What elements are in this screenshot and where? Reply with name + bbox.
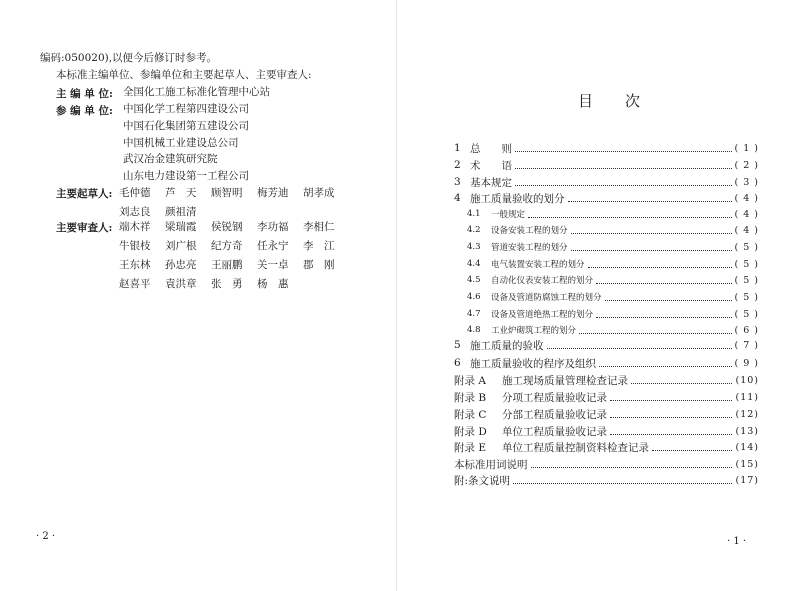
toc-entry-number: 3 [454, 176, 461, 188]
toc-entry-title: 设备及管道绝热工程的划分 [491, 310, 594, 320]
reviewers-list [119, 219, 349, 291]
toc-entry [454, 456, 759, 472]
right-page [397, 0, 793, 591]
toc-dot-leader [596, 317, 731, 318]
toc-entry [467, 222, 759, 238]
toc-entry-page: ( 3 ) [734, 176, 759, 188]
toc-dot-leader [610, 434, 732, 435]
drafter-name: 胡孝成 [303, 187, 335, 199]
toc-dot-leader [531, 467, 733, 468]
toc-entry [467, 289, 759, 305]
toc-entry-number: 1 [454, 142, 461, 154]
toc-entry-page: (13) [735, 425, 759, 437]
toc-dot-leader [571, 233, 732, 234]
toc-entry-title: 基本规定 [470, 176, 512, 189]
units-intro: 本标准主编单位、参编单位和主要起草人、主要审查人: [56, 69, 312, 81]
toc-dot-leader [610, 400, 732, 401]
toc-entry [454, 355, 759, 371]
drafters-label: 主要起草人: [56, 188, 113, 200]
reviewer-name: 李相仁 [303, 221, 335, 233]
toc-dot-leader [599, 366, 732, 367]
toc-entry-title: 电气装置安装工程的划分 [491, 260, 585, 270]
toc-entry-number: 附录 E [454, 441, 487, 454]
toc-entry-title: 设备安装工程的划分 [491, 226, 568, 236]
toc-entry-title: 本标准用词说明 [454, 458, 528, 471]
toc-entry-number: 2 [454, 159, 461, 171]
reviewer-name: 郡 刚 [303, 259, 335, 271]
toc-entry-title: 分项工程质量验收记录 [502, 391, 607, 404]
toc-dot-leader [515, 151, 732, 152]
toc-entry-title: 一般规定 [491, 210, 526, 220]
toc-entry-page: ( 5 ) [734, 274, 759, 286]
toc-entry-page: (14) [735, 441, 759, 453]
participants-label: 参 编 单 位: [56, 105, 113, 117]
reviewer-name: 李功福 [257, 221, 289, 233]
reviewer-name: 赵喜平 [119, 278, 151, 290]
reviewer-name: 王东林 [119, 259, 151, 271]
toc-entry-page: ( 7 ) [734, 339, 759, 351]
reviewer-name: 纪方奇 [211, 240, 243, 252]
toc-entry [467, 322, 759, 338]
toc-entry-page: ( 1 ) [734, 142, 759, 154]
toc-entry-number: 6 [454, 357, 461, 369]
toc-entry-page: (17) [735, 474, 759, 486]
toc-entry-page: (11) [735, 391, 759, 403]
toc-entry-number: 4.4 [467, 259, 481, 269]
toc-entry [454, 389, 759, 405]
toc-title: 目次 [578, 92, 673, 110]
reviewer-name: 刘广根 [165, 240, 197, 252]
toc-entry-number: 4.6 [467, 292, 481, 302]
toc-entry-number: 附录 D [454, 425, 487, 438]
toc-entry-page: ( 4 ) [734, 192, 759, 204]
toc-dot-leader [515, 168, 732, 169]
drafter-name: 梅芳迪 [257, 187, 289, 199]
reviewer-name: 侯锐钢 [211, 221, 243, 233]
toc-dot-leader [528, 217, 731, 218]
toc-entry-page: (12) [735, 408, 759, 420]
page-number: · 2 · [36, 531, 56, 542]
toc-entry-title: 自动化仪表安装工程的划分 [491, 276, 594, 286]
reviewer-name: 王丽鹏 [211, 259, 243, 271]
reviewer-name: 袁洪章 [165, 278, 197, 290]
toc-entry-page: ( 2 ) [734, 159, 759, 171]
toc-entry-page: ( 5 ) [734, 258, 759, 270]
toc-entry-title: 单位工程质量验收记录 [502, 425, 607, 438]
toc-entry-number: 附录 A [454, 374, 486, 387]
toc-entry-page: (10) [735, 374, 759, 386]
toc-entry-title: 设备及管道防腐蚀工程的划分 [491, 293, 602, 303]
reviewers-label: 主要审查人: [56, 222, 113, 234]
reviewer-name: 牛银枝 [119, 240, 151, 252]
toc-entry [467, 256, 759, 272]
toc-entry [454, 140, 759, 156]
reviewer-name: 端木祥 [119, 221, 151, 233]
toc-entry-title: 单位工程质量控制资料检查记录 [502, 441, 649, 454]
toc-entry [467, 306, 759, 322]
toc-dot-leader [610, 417, 732, 418]
toc-dot-leader [652, 450, 732, 451]
toc-entry [454, 372, 759, 388]
toc-entry [454, 337, 759, 353]
toc-entry-page: ( 5 ) [734, 308, 759, 320]
toc-entry [454, 174, 759, 190]
reviewer-name: 任永宁 [257, 240, 289, 252]
toc-entry-title: 施工质量的验收 [470, 339, 544, 352]
toc-dot-leader [579, 333, 731, 334]
toc-entry-title: 工业炉砌筑工程的划分 [491, 326, 577, 336]
toc-entry-page: ( 9 ) [734, 357, 759, 369]
drafter-name: 顾智明 [211, 187, 243, 199]
toc-dot-leader [596, 283, 731, 284]
toc-entry-page: ( 5 ) [734, 291, 759, 303]
drafter-name: 刘志良 [119, 206, 151, 218]
toc-entry-title: 施工现场质量管理检查记录 [502, 374, 628, 387]
drafters-list [119, 185, 349, 219]
toc-dot-leader [547, 348, 732, 349]
reviewer-name: 孙忠亮 [165, 259, 197, 271]
toc-entry [467, 239, 759, 255]
toc-entry [467, 272, 759, 288]
toc-entry [454, 439, 759, 455]
toc-dot-leader [515, 185, 732, 186]
toc-entry-page: ( 4 ) [734, 208, 759, 220]
toc-entry-number: 4.8 [467, 325, 481, 335]
chief-unit-label: 主 编 单 位: [56, 88, 113, 100]
toc-entry-number: 4.2 [467, 225, 481, 235]
toc-entry-number: 附录 C [454, 408, 487, 421]
drafter-name: 毛仲德 [119, 187, 151, 199]
toc-entry-number: 附录 B [454, 391, 487, 404]
toc-entry [454, 472, 759, 488]
toc-entry-title: 管道安装工程的划分 [491, 243, 568, 253]
toc-entry-number: 4.1 [467, 209, 481, 219]
toc-entry-title: 术 语 [470, 159, 512, 172]
toc-dot-leader [605, 300, 732, 301]
toc-entry-title: 分部工程质量验收记录 [502, 408, 607, 421]
participant-unit: 中国化学工程第四建设公司 [123, 103, 249, 115]
toc-dot-leader [631, 383, 732, 384]
toc-entry-title: 总 则 [470, 142, 512, 155]
toc-entry [454, 406, 759, 422]
reviewer-name: 杨 惠 [257, 278, 289, 290]
toc-dot-leader [571, 250, 732, 251]
toc-entry-number: 4 [454, 192, 461, 204]
toc-dot-leader [588, 267, 732, 268]
participant-unit: 中国机械工业建设总公司 [123, 137, 239, 149]
toc-entry-number: 4.3 [467, 242, 481, 252]
reviewer-name: 张 勇 [211, 278, 243, 290]
chief-unit: 全国化工施工标准化管理中心站 [123, 86, 270, 98]
toc-entry [454, 190, 759, 206]
toc-entry [454, 423, 759, 439]
toc-entry-page: ( 6 ) [734, 324, 759, 336]
continuation-line: 编码:050020),以便今后修订时参考。 [40, 52, 218, 64]
toc-entry-number: 4.7 [467, 309, 481, 319]
left-page [0, 0, 396, 591]
toc-entry-page: ( 5 ) [734, 241, 759, 253]
toc-entry-number: 5 [454, 339, 461, 351]
participant-unit: 中国石化集团第五建设公司 [123, 120, 249, 132]
page-number: · 1 · [727, 536, 747, 547]
reviewer-name: 梁瑞霞 [165, 221, 197, 233]
toc-dot-leader [513, 483, 732, 484]
toc-entry [454, 157, 759, 173]
drafter-name: 芦 天 [165, 187, 197, 199]
toc-entry-number: 4.5 [467, 275, 481, 285]
toc-dot-leader [568, 201, 732, 202]
toc-entry-title: 附:条文说明 [454, 474, 511, 487]
toc-entry-page: (15) [735, 458, 759, 470]
toc-entry-title: 施工质量验收的程序及组织 [470, 357, 596, 370]
toc-entry-title: 施工质量验收的划分 [470, 192, 565, 205]
reviewer-name: 李 江 [303, 240, 335, 252]
drafter-name: 颜祖清 [165, 206, 197, 218]
toc-entry-page: ( 4 ) [734, 224, 759, 236]
participant-unit: 山东电力建设第一工程公司 [123, 170, 249, 182]
reviewer-name: 关一卓 [257, 259, 289, 271]
participant-unit: 武汉冶金建筑研究院 [123, 153, 218, 165]
toc-entry [467, 206, 759, 222]
